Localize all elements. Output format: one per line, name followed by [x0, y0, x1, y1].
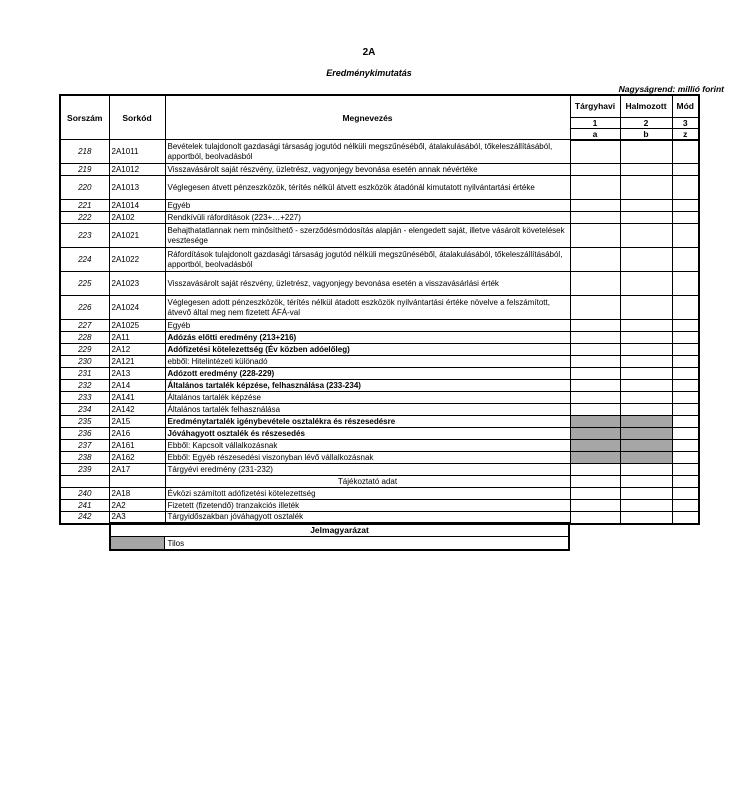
col-number-3: 3 [672, 117, 699, 128]
value-cell [620, 224, 672, 248]
table-row [60, 224, 699, 248]
row-description: Adófizetési kötelezettség (Év közben adóelőleg) [165, 344, 570, 356]
legend-item: Tilos [164, 537, 569, 551]
value-cell [620, 380, 672, 392]
value-cell [672, 452, 699, 464]
row-description: Véglegesen átvett pénzeszközök, térítés nélkül átvett eszközök átadónál kimutatott nyilvántartási értéke [165, 176, 570, 200]
forbidden-cell [620, 452, 672, 464]
forbidden-cell [620, 416, 672, 428]
value-cell [570, 320, 620, 332]
value-cell [672, 440, 699, 452]
value-cell [672, 416, 699, 428]
value-cell [620, 392, 672, 404]
value-cell [620, 164, 672, 176]
value-cell [570, 140, 620, 164]
value-cell [620, 464, 672, 476]
value-cell [672, 332, 699, 344]
value-cell [672, 272, 699, 296]
table-row [60, 164, 699, 176]
table-row [60, 416, 699, 428]
value-cell [570, 344, 620, 356]
value-cell [570, 500, 620, 512]
table-row [60, 452, 699, 464]
row-description: Adózott eredmény (228-229) [165, 368, 570, 380]
value-cell [672, 164, 699, 176]
value-cell [570, 464, 620, 476]
row-code: 2A2 [109, 500, 165, 512]
value-cell [620, 272, 672, 296]
value-cell [672, 212, 699, 224]
value-cell [672, 176, 699, 200]
row-code: 2A1024 [109, 296, 165, 320]
row-number: 223 [60, 224, 109, 248]
legend-title: Jelmagyarázat [110, 523, 569, 537]
row-description: Fizetett (fizetendő) tranzakciós illeték [165, 500, 570, 512]
value-cell [570, 296, 620, 320]
value-cell [570, 248, 620, 272]
value-cell [672, 248, 699, 272]
row-number: 230 [60, 356, 109, 368]
row-number: 238 [60, 452, 109, 464]
forbidden-cell [570, 440, 620, 452]
table-row [60, 296, 699, 320]
value-cell [620, 176, 672, 200]
row-number: 227 [60, 320, 109, 332]
value-cell [620, 296, 672, 320]
col-letter-a: a [570, 128, 620, 140]
value-cell [570, 212, 620, 224]
table-row [60, 464, 699, 476]
row-number: 239 [60, 464, 109, 476]
row-code: 2A142 [109, 404, 165, 416]
row-description: Általános tartalék képzése, felhasználása (233-234) [165, 380, 570, 392]
value-cell [570, 356, 620, 368]
value-cell [672, 320, 699, 332]
row-description: Jóváhagyott osztalék és részesedés [165, 428, 570, 440]
col-letter-z: z [672, 128, 699, 140]
row-code: 2A162 [109, 452, 165, 464]
row-description: Ebből: Kapcsolt vállalkozásnak [165, 440, 570, 452]
value-cell [620, 512, 672, 524]
value-cell [570, 512, 620, 524]
row-code: 2A1013 [109, 176, 165, 200]
table-row [60, 368, 699, 380]
col-header-halmozott: Halmozott [620, 95, 672, 117]
row-code: 2A17 [109, 464, 165, 476]
info-row [60, 476, 699, 488]
row-description: Általános tartalék képzése [165, 392, 570, 404]
row-code: 2A1022 [109, 248, 165, 272]
table-row [60, 332, 699, 344]
row-number: 237 [60, 440, 109, 452]
row-number: 228 [60, 332, 109, 344]
value-cell [570, 332, 620, 344]
col-header-mod: Mód [672, 95, 699, 117]
value-cell [672, 224, 699, 248]
row-number: 231 [60, 368, 109, 380]
value-cell [620, 368, 672, 380]
row-description: Eredménytartalék igénybevétele osztalékra és részesedésre [165, 416, 570, 428]
row-number: 225 [60, 272, 109, 296]
info-label: Tájékoztató adat [165, 476, 570, 488]
table-row [60, 212, 699, 224]
value-cell [570, 224, 620, 248]
row-number: 233 [60, 392, 109, 404]
value-cell [672, 380, 699, 392]
table-row [60, 344, 699, 356]
value-cell [672, 344, 699, 356]
value-cell [570, 368, 620, 380]
row-code: 2A16 [109, 428, 165, 440]
row-code: 2A121 [109, 356, 165, 368]
row-number: 226 [60, 296, 109, 320]
row-description: Ráfordítások tulajdonolt gazdasági társaság jogutód nélküli megszűnéséből, átalakulásából, tőkeleszállításából, apportból, beolvadásból [165, 248, 570, 272]
value-cell [672, 500, 699, 512]
value-cell [620, 140, 672, 164]
forbidden-cell [570, 452, 620, 464]
table-row [60, 380, 699, 392]
value-cell [570, 404, 620, 416]
row-code: 2A1014 [109, 200, 165, 212]
table-row [60, 356, 699, 368]
row-description: Behajthatatlannak nem minősíthető - szerződésmódosítás alapján - elengedett saját, illetve vásárolt követelések vesztesége [165, 224, 570, 248]
row-number: 219 [60, 164, 109, 176]
value-cell [672, 368, 699, 380]
value-cell [672, 428, 699, 440]
row-description: Tárgyidőszakban jóváhagyott osztalék [165, 512, 570, 524]
row-description: Bevételek tulajdonolt gazdasági társaság jogutód nélküli megszűnéséből, átalakulásából, tőkeleszállításából, apportból, beolvadásból [165, 140, 570, 164]
value-cell [672, 356, 699, 368]
unit-label: Nagyságrend: millió forint [618, 84, 724, 94]
row-description: Egyéb [165, 200, 570, 212]
table-row [60, 428, 699, 440]
forbidden-cell [620, 428, 672, 440]
row-code: 2A13 [109, 368, 165, 380]
row-code: 2A18 [109, 488, 165, 500]
row-code: 2A3 [109, 512, 165, 524]
row-number: 220 [60, 176, 109, 200]
value-cell [672, 140, 699, 164]
value-cell [570, 392, 620, 404]
value-cell [570, 176, 620, 200]
value-cell [620, 200, 672, 212]
table-row [60, 440, 699, 452]
row-number: 232 [60, 380, 109, 392]
col-header-targyhavi: Tárgyhavi [570, 95, 620, 117]
row-description: Általános tartalék felhasználása [165, 404, 570, 416]
row-number: 218 [60, 140, 109, 164]
row-code: 2A12 [109, 344, 165, 356]
forbidden-cell [570, 416, 620, 428]
value-cell [620, 212, 672, 224]
value-cell [570, 380, 620, 392]
row-code: 2A1011 [109, 140, 165, 164]
form-code: 2A [362, 47, 376, 58]
value-cell [570, 272, 620, 296]
table-row [60, 200, 699, 212]
value-cell [672, 404, 699, 416]
row-description: Tárgyévi eredmény (231-232) [165, 464, 570, 476]
row-description: Adózás előtti eredmény (213+216) [165, 332, 570, 344]
row-description: Évközi számított adófizetési kötelezettség [165, 488, 570, 500]
col-header-sorszam: Sorszám [60, 95, 109, 140]
row-code: 2A1012 [109, 164, 165, 176]
value-cell [620, 404, 672, 416]
value-cell [570, 200, 620, 212]
row-description: Egyéb [165, 320, 570, 332]
form-title: Eredménykimutatás [326, 68, 412, 78]
value-cell [672, 392, 699, 404]
table-row [60, 500, 699, 512]
row-number: 222 [60, 212, 109, 224]
row-number: 234 [60, 404, 109, 416]
value-cell [570, 164, 620, 176]
value-cell [620, 356, 672, 368]
value-cell [570, 488, 620, 500]
row-number: 229 [60, 344, 109, 356]
row-code: 2A1023 [109, 272, 165, 296]
row-description: ebből: Hitelintézeti különadó [165, 356, 570, 368]
value-cell [620, 488, 672, 500]
forbidden-cell [620, 440, 672, 452]
table-row [60, 140, 699, 164]
col-header-megnevezes: Megnevezés [165, 95, 570, 140]
row-number: 241 [60, 500, 109, 512]
row-number: 236 [60, 428, 109, 440]
table-row [60, 404, 699, 416]
col-letter-b: b [620, 128, 672, 140]
col-number-1: 1 [570, 117, 620, 128]
table-row [60, 176, 699, 200]
row-code: 2A102 [109, 212, 165, 224]
table-row [60, 392, 699, 404]
table-row [60, 320, 699, 332]
legend-table [109, 522, 570, 551]
table-row [60, 248, 699, 272]
row-code: 2A1025 [109, 320, 165, 332]
row-description: Visszavásárolt saját részvény, üzletrész, vagyonjegy bevonása esetén annak névértéke [165, 164, 570, 176]
value-cell [672, 464, 699, 476]
legend-swatch [110, 537, 164, 551]
row-code: 2A1021 [109, 224, 165, 248]
row-description: Véglegesen adott pénzeszközök, térítés nélkül átadott eszközök nyilvántartási értéke növelve a felszámított, átvevő által meg nem fizetett ÁFÁ-val [165, 296, 570, 320]
value-cell [620, 248, 672, 272]
value-cell [672, 296, 699, 320]
row-code: 2A15 [109, 416, 165, 428]
value-cell [620, 500, 672, 512]
row-description: Ebből: Egyéb részesedési viszonyban lévő vállalkozásnak [165, 452, 570, 464]
value-cell [620, 332, 672, 344]
income-statement-table [59, 94, 700, 525]
row-number: 242 [60, 512, 109, 524]
value-cell [620, 344, 672, 356]
col-number-2: 2 [620, 117, 672, 128]
row-number: 224 [60, 248, 109, 272]
row-description: Visszavásárolt saját részvény, üzletrész, vagyonjegy bevonása esetén a visszavásárlási érték [165, 272, 570, 296]
row-number: 235 [60, 416, 109, 428]
row-number: 240 [60, 488, 109, 500]
row-number: 221 [60, 200, 109, 212]
value-cell [672, 512, 699, 524]
value-cell [620, 320, 672, 332]
table-row [60, 272, 699, 296]
row-code: 2A14 [109, 380, 165, 392]
row-description: Rendkívüli ráfordítások (223+…+227) [165, 212, 570, 224]
value-cell [672, 200, 699, 212]
forbidden-cell [570, 428, 620, 440]
col-header-sorkod: Sorkód [109, 95, 165, 140]
table-row [60, 488, 699, 500]
row-code: 2A161 [109, 440, 165, 452]
row-code: 2A141 [109, 392, 165, 404]
row-code: 2A11 [109, 332, 165, 344]
value-cell [672, 488, 699, 500]
